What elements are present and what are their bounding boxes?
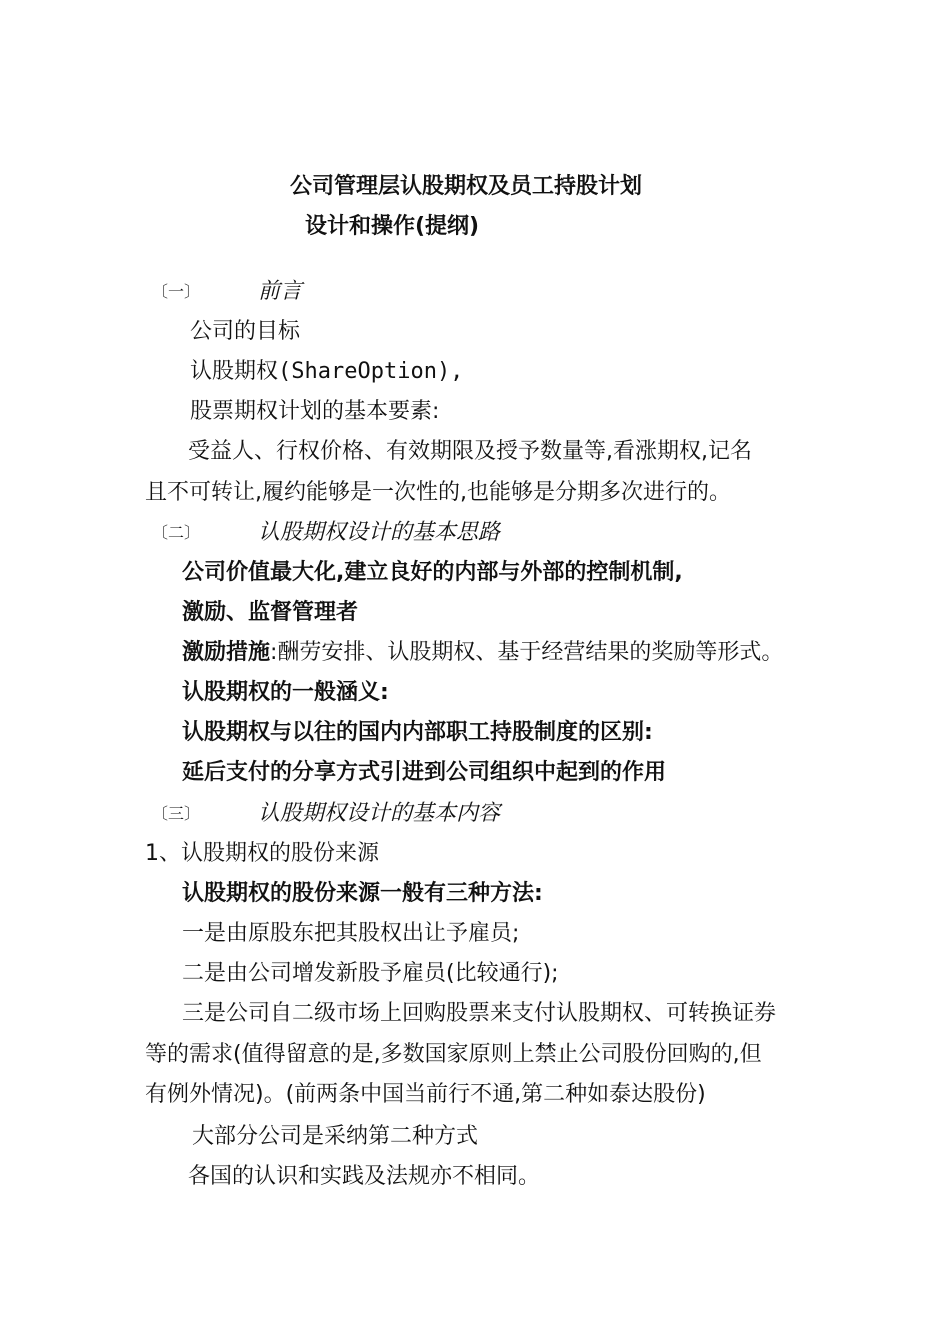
section-heading: 认股期权设计的基本内容 (258, 801, 501, 826)
paragraph-line: 等的需求(值得留意的是,多数国家原则上禁止公司股份回购的,但 (145, 1042, 762, 1067)
paragraph-line: 公司的目标 (190, 319, 301, 344)
paragraph-line: 三是公司自二级市场上回购股票来支付认股期权、可转换证券 (182, 1001, 777, 1026)
paragraph-line: 认股期权的股份来源一般有三种方法: (182, 881, 543, 906)
section-number: 〔一〕 (152, 282, 201, 301)
paragraph-line: 股票期权计划的基本要素: (190, 399, 440, 424)
paragraph-line: 且不可转让,履约能够是一次性的,也能够是分期多次进行的。 (145, 480, 731, 505)
paragraph-line: 受益人、行权价格、有效期限及授予数量等,看涨期权,记名 (188, 439, 752, 464)
paragraph-line (182, 638, 783, 668)
title-line-1: 公司管理层认股期权及员工持股计划 (290, 174, 643, 199)
paragraph-line: 认股期权(ShareOption), (190, 359, 464, 384)
paragraph-line: 有例外情况)。(前两条中国当前行不通,第二种如泰达股份) (145, 1082, 706, 1107)
paragraph-line: 公司价值最大化,建立良好的内部与外部的控制机制, (182, 560, 683, 585)
incentive-label: 激励措施 (182, 640, 271, 665)
section-heading: 前言 (258, 279, 303, 304)
paragraph-line: 认股期权的一般涵义: (182, 680, 389, 705)
paragraph-line: 延后支付的分享方式引进到公司组织中起到的作用 (182, 760, 667, 785)
title-line-2: 设计和操作(提纲) (305, 214, 480, 239)
section-number: 〔二〕 (152, 523, 201, 542)
paragraph-line: 二是由公司增发新股予雇员(比较通行); (182, 961, 559, 986)
section-heading: 认股期权设计的基本思路 (258, 520, 501, 545)
paragraph-line: 认股期权与以往的国内内部职工持股制度的区别: (182, 720, 653, 745)
section-number: 〔三〕 (152, 804, 201, 823)
paragraph-line: 大部分公司是采纳第二种方式 (192, 1124, 479, 1149)
paragraph-line: 各国的认识和实践及法规亦不相同。 (188, 1164, 541, 1189)
paragraph-line: 1、认股期权的股份来源 (145, 841, 379, 866)
incentive-text: :酬劳安排、认股期权、基于经营结果的奖励等形式。 (270, 640, 784, 665)
paragraph-line: 一是由原股东把其股权出让予雇员; (182, 921, 520, 946)
paragraph-line: 激励、监督管理者 (182, 600, 359, 625)
